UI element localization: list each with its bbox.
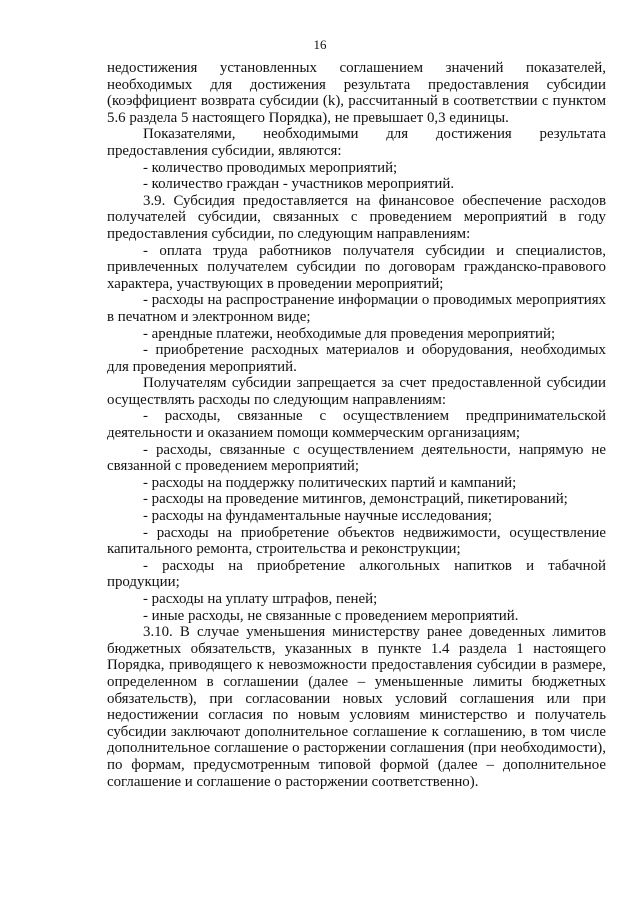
document-body [107, 60, 606, 790]
list-item: - оплата труда работников получателя субсидии и специалистов, привлеченных получателем субсидии по договорам гражданско-правового характера, участвующих в проведении мероприятий; [107, 242, 606, 292]
paragraph-3-9: 3.9. Субсидия предоставляется на финансовое обеспечение расходов получателей субсидии, связанных с проведением мероприятий в году предоставления субсидии, по следующим направлениям: [107, 192, 606, 242]
paragraph-indicators-intro: Показателями, необходимыми для достижения результата предоставления субсидии, являются: [107, 126, 606, 159]
paragraph-3-10: 3.10. В случае уменьшения министерству ранее доведенных лимитов бюджетных обязательств, указанных в пункте 1.4 раздела 1 настоящего Порядка, приводящего к невозможности предоставления субсидии в размере, определенном в соглашении (далее – уменьшенные лимиты бюджетных обязательств), при согласовании новых условий соглашения или при недостижении согласия по новым условиям министерство и получатель субсидии заключают дополнительное соглашение к соглашению, в том числе дополнительное соглашение о расторжении соглашения (при необходимости), по формам, предусмотренным типовой формой (далее – дополнительное соглашение и соглашение о расторжении соответственно). [107, 624, 606, 790]
list-item: - расходы на приобретение алкогольных напитков и табачной продукции; [107, 557, 606, 591]
list-item: - расходы на проведение митингов, демонстраций, пикетирований; [143, 491, 568, 508]
list-item: - приобретение расходных материалов и оборудования, необходимых для проведения мероприятий. [107, 342, 606, 375]
list-item: - расходы, связанные с осуществлением предпринимательской деятельности и оказанием помощи коммерческим организациям; [107, 408, 606, 442]
list-item: - расходы, связанные с осуществлением деятельности, напрямую не связанной с проведением мероприятий; [107, 441, 606, 475]
list-item: - иные расходы, не связанные с проведением мероприятий. [143, 607, 519, 624]
list-item: - расходы на уплату штрафов, пеней; [143, 591, 378, 607]
list-item: - расходы на фундаментальные научные исследования; [143, 508, 492, 525]
list-item: - расходы на приобретение объектов недвижимости, осуществление капитального ремонта, строительства и реконструкции; [107, 524, 606, 558]
list-item: - расходы на поддержку политических партий и кампаний; [143, 474, 517, 491]
page-number: 16 [313, 37, 327, 52]
paragraph-prohibitions-intro: Получателям субсидии запрещается за счет предоставленной субсидии осуществлять расходы по следующим направлениям: [107, 375, 606, 408]
list-item: - арендные платежи, необходимые для проведения мероприятий; [143, 325, 556, 342]
list-item: - количество граждан - участников мероприятий. [143, 176, 455, 193]
paragraph-continuation: недостижения установленных соглашением значений показателей, необходимых для достижения результата предоставления субсидии (коэффициент возврата субсидии (k), рассчитанный в соответствии с пунктом 5.6 раздела 5 настоящего Порядка), не превышает 0,3 единицы. [107, 60, 606, 126]
list-item: - расходы на распространение информации о проводимых мероприятиях в печатном и электронном виде; [107, 292, 606, 325]
list-item: - количество проводимых мероприятий; [143, 159, 398, 176]
